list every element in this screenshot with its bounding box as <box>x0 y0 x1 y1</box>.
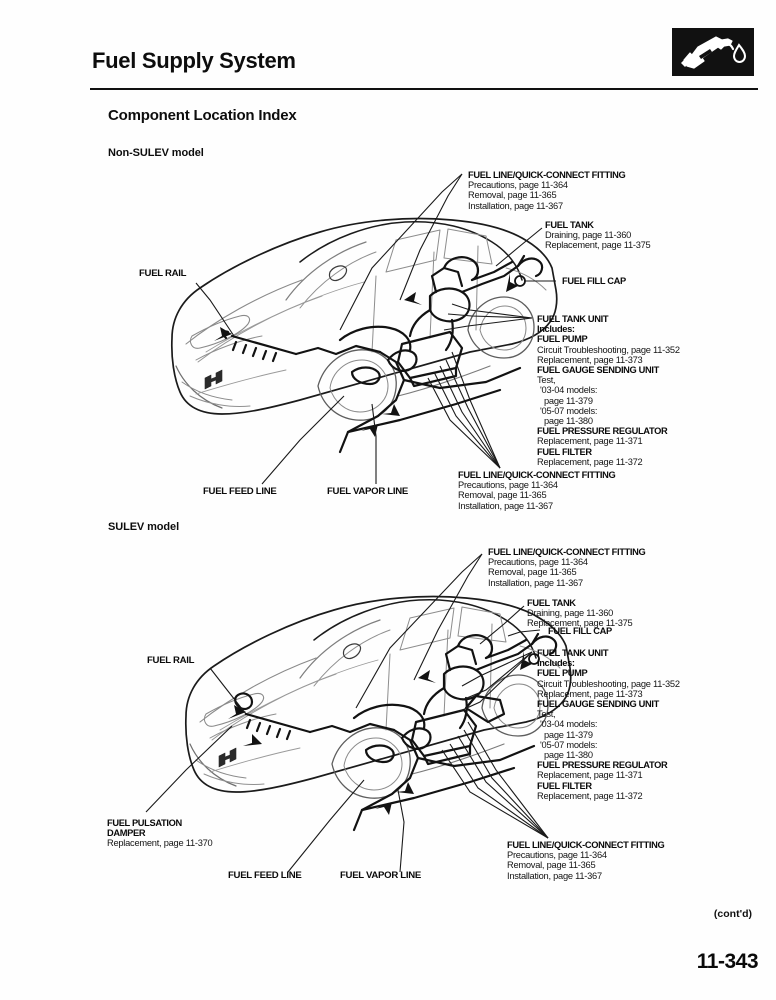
callout-heading: FUEL LINE/QUICK-CONNECT FITTING <box>507 840 665 850</box>
tag-fuel-rail-2: FUEL RAIL <box>147 655 195 666</box>
callout-line: '03-04 models: <box>540 385 598 396</box>
callout-line: page 11-379 <box>544 395 593 406</box>
tag-fuel-feed-line-2: FUEL FEED LINE <box>228 870 302 881</box>
callout-heading: FUEL TANK UNIT <box>537 648 609 658</box>
callout-line: '03-04 models: <box>540 719 598 730</box>
callout-fuel-line-quick-connect-top-1 <box>468 170 625 211</box>
callout-line: Circuit Troubleshooting, page 11-352 <box>537 344 680 355</box>
callout-fuel-tank-2 <box>527 598 632 629</box>
callout-line: Installation, page 11-367 <box>488 577 583 588</box>
callout-line: Removal, page 11-365 <box>458 490 547 501</box>
callout-fuel-fill-cap-2 <box>548 626 612 636</box>
callout-line: page 11-380 <box>544 750 593 761</box>
callout-line: FUEL PUMP <box>537 668 588 679</box>
callout-heading: FUEL TANK <box>527 598 576 608</box>
callout-line: Replacement, page 11-371 <box>537 770 643 781</box>
callout-line: Replacement, page 11-373 <box>537 354 643 365</box>
callout-line: FUEL PRESSURE REGULATOR <box>537 426 668 437</box>
callout-fuel-tank-unit-1 <box>537 314 680 467</box>
callout-line: Precautions, page 11-364 <box>488 557 588 568</box>
callout-line: Installation, page 11-367 <box>507 870 602 881</box>
callout-line: Installation, page 11-367 <box>468 200 563 211</box>
callout-line: Test, <box>537 375 556 386</box>
callout-line: Removal, page 11-365 <box>507 860 596 871</box>
callout-line: FUEL FILTER <box>537 780 592 791</box>
callout-line: Replacement, page 11-375 <box>527 618 633 629</box>
tag-fuel-vapor-line-2: FUEL VAPOR LINE <box>340 870 421 881</box>
tag-fuel-feed-line-1: FUEL FEED LINE <box>203 486 277 497</box>
callout-line: Replacement, page 11-372 <box>537 790 643 801</box>
callout-heading: FUEL FILL CAP <box>562 276 626 286</box>
callout-line: page 11-379 <box>544 729 593 740</box>
callout-line: Removal, page 11-365 <box>488 567 577 578</box>
callout-line: Replacement, page 11-373 <box>537 688 643 699</box>
diagram-caption-non-sulev: Non-SULEV model <box>108 147 204 159</box>
callout-line: FUEL PUMP <box>537 334 588 345</box>
callout-line: Precautions, page 11-364 <box>507 850 607 861</box>
callout-heading: FUEL FILL CAP <box>548 626 612 636</box>
callout-line: '05-07 models: <box>540 405 598 416</box>
diagram-caption-sulev: SULEV model <box>108 521 180 533</box>
callout-fuel-line-quick-connect-top-2 <box>488 547 645 588</box>
callout-heading: FUEL TANK UNIT <box>537 314 609 324</box>
callout-line: Precautions, page 11-364 <box>468 180 568 191</box>
callout-line: Draining, page 11-360 <box>545 230 632 241</box>
callout-line: Replacement, page 11-372 <box>537 456 643 467</box>
callout-line: FUEL FILTER <box>537 446 592 457</box>
callout-heading-line2: DAMPER <box>107 828 146 839</box>
header-divider <box>90 88 758 90</box>
callout-line: Replacement, page 11-375 <box>545 240 651 251</box>
page-title: Fuel Supply System <box>92 48 296 73</box>
callout-fuel-tank-1 <box>545 220 650 251</box>
fuel-nozzle-icon <box>672 28 754 76</box>
callout-line: Draining, page 11-360 <box>527 608 614 619</box>
callout-heading: FUEL LINE/QUICK-CONNECT FITTING <box>488 547 646 557</box>
callout-heading: FUEL LINE/QUICK-CONNECT FITTING <box>468 170 626 180</box>
callout-line: Removal, page 11-365 <box>468 190 557 201</box>
callout-line: Includes: <box>537 658 575 669</box>
callout-heading: FUEL PULSATION <box>107 818 182 828</box>
callout-line: Includes: <box>537 324 575 335</box>
callout-line: Circuit Troubleshooting, page 11-352 <box>537 678 680 689</box>
callout-fuel-line-quick-connect-bottom-1 <box>458 470 615 511</box>
callout-line: Replacement, page 11-370 <box>107 838 213 849</box>
callout-line: FUEL PRESSURE REGULATOR <box>537 760 668 771</box>
callout-line: FUEL GAUGE SENDING UNIT <box>537 699 659 710</box>
callout-fuel-pulsation-damper <box>107 818 212 849</box>
callout-line: page 11-380 <box>544 416 593 427</box>
callout-fuel-fill-cap-1 <box>562 276 626 286</box>
tag-fuel-vapor-line-1: FUEL VAPOR LINE <box>327 486 408 497</box>
callout-line: FUEL GAUGE SENDING UNIT <box>537 365 659 376</box>
callout-line: '05-07 models: <box>540 739 598 750</box>
callout-line: Precautions, page 11-364 <box>458 480 558 491</box>
page-number: 11-343 <box>696 950 758 973</box>
tag-fuel-rail-1: FUEL RAIL <box>139 268 187 279</box>
callout-heading: FUEL LINE/QUICK-CONNECT FITTING <box>458 470 616 480</box>
section-title: Component Location Index <box>108 107 297 124</box>
callout-fuel-line-quick-connect-bottom-2 <box>507 840 664 881</box>
callout-line: Test, <box>537 709 556 720</box>
callout-line: Replacement, page 11-371 <box>537 436 643 447</box>
continued-marker: (cont'd) <box>713 908 752 920</box>
callout-heading: FUEL TANK <box>545 220 594 230</box>
callout-line: Installation, page 11-367 <box>458 500 553 511</box>
callout-fuel-tank-unit-2 <box>537 648 680 801</box>
